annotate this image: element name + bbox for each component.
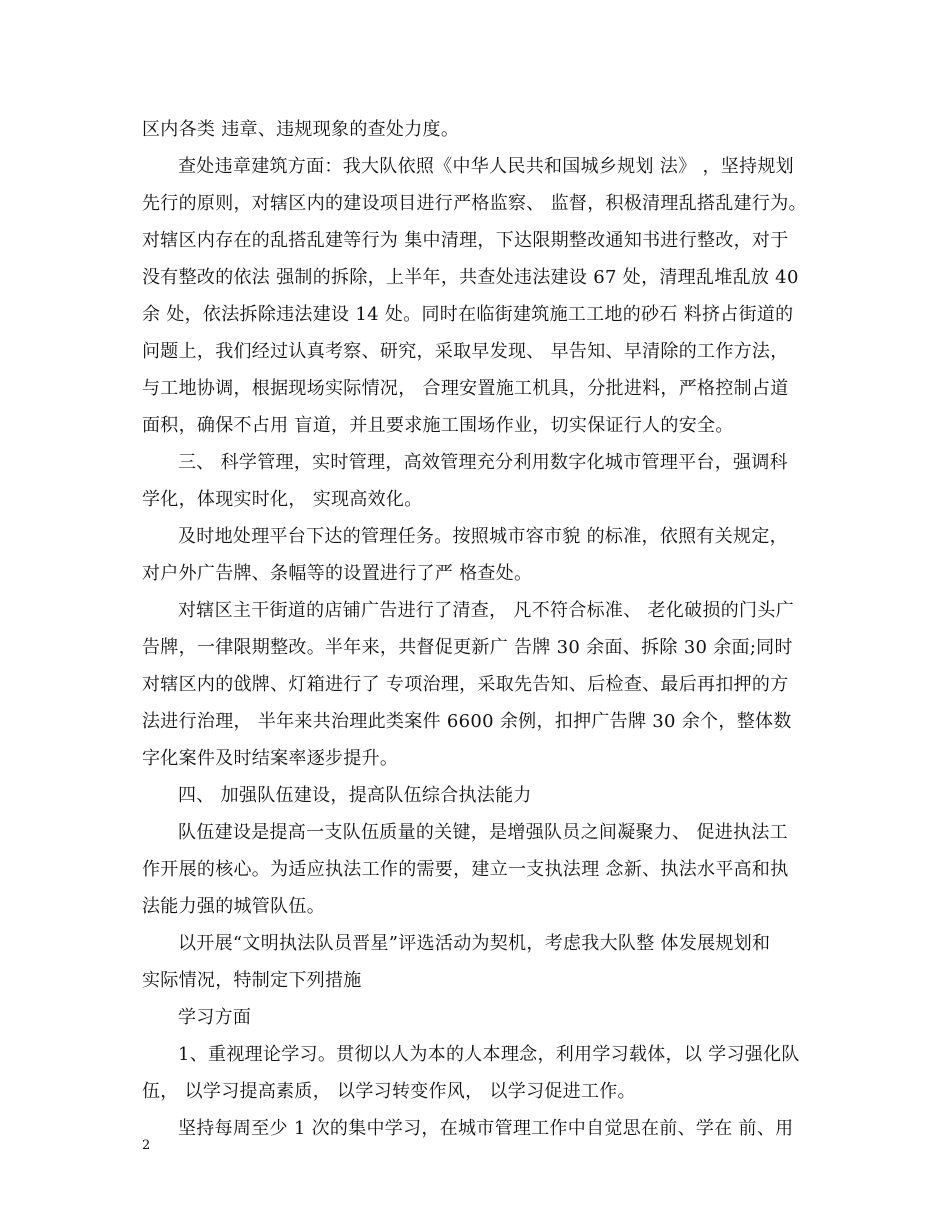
text-line: 1、重视理论学习。贯彻以人为本的人本理念，利用学习载体，以 学习强化队	[178, 1044, 800, 1065]
text-line: 实际情况，特制定下列措施	[142, 970, 362, 991]
text-line: 问题上，我们经过认真考察、研究，采取早发现、 早告知、早清除的工作方法，	[142, 341, 789, 362]
subheading-line: 学习方面	[178, 1007, 252, 1028]
section-heading-line: 三、 科学管理，实时管理，高效管理充分利用数字化城市管理平台，强调科	[178, 452, 788, 473]
text-line: 与工地协调，根据现场实际情况， 合理安置施工机具，分批进料，严格控制占道	[142, 378, 789, 399]
text-line: 余 处，依法拆除违法建设 14 处。同时在临街建筑施工工地的砂石 料挤占街道的	[142, 304, 794, 325]
text-line: 及时地处理平台下达的管理任务。按照城市容市貌 的标准，依照有关规定，	[178, 526, 788, 547]
text-line: 作开展的核心。为适应执法工作的需要，建立一支执法理 念新、执法水平高和执	[142, 859, 789, 880]
text-line: 伍， 以学习提高素质， 以学习转变作风， 以学习促进工作。	[142, 1081, 636, 1102]
text-line: 以开展“文明执法队员晋星”评选活动为契机，考虑我大队整 体发展规划和	[178, 933, 771, 954]
text-line: 查处违章建筑方面：我大队依照《中华人民共和国城乡规划 法》 ，坚持规划	[178, 156, 794, 177]
text-line: 字化案件及时结案率逐步提升。	[142, 748, 399, 769]
text-line: 面积，确保不占用 盲道，并且要求施工围场作业，切实保证行人的安全。	[142, 415, 734, 436]
text-line: 坚持每周至少 1 次的集中学习，在城市管理工作中自觉思在前、学在 前、用	[178, 1118, 794, 1139]
text-line: 法能力强的城管队伍。	[142, 896, 325, 917]
text-line: 队伍建设是提高一支队伍质量的关键，是增强队员之间凝聚力、 促进执法工	[178, 822, 788, 843]
text-line: 没有整改的依法 强制的拆除，上半年，共查处违法建设 67 处，清理乱堆乱放 40	[142, 267, 799, 288]
text-line: 法进行治理， 半年来共治理此类案件 6600 余例，扣押广告牌 30 余个，整体数	[142, 711, 792, 732]
text-line: 区内各类 违章、违规现象的查处力度。	[142, 119, 460, 140]
text-line: 对户外广告牌、条幅等的设置进行了严 格查处。	[142, 563, 533, 584]
text-line: 对辖区主干街道的店铺广告进行了清查， 凡不符合标准、 老化破损的门头广	[178, 600, 794, 621]
text-line: 告牌，一律限期整改。半年来，共督促更新广 告牌 30 余面、拆除 30 余面;同时	[142, 637, 793, 658]
text-line: 先行的原则，对辖区内的建设项目进行严格监察、 监督，积极清理乱搭乱建行为。	[142, 193, 807, 214]
text-line: 对辖区内的戗牌、灯箱进行了 专项治理，采取先告知、后检查、最后再扣押的方	[142, 674, 789, 695]
text-line: 学化，体现实时化， 实现高效化。	[142, 489, 423, 510]
text-line: 对辖区内存在的乱搭乱建等行为 集中清理，下达限期整改通知书进行整改，对于	[142, 230, 789, 251]
page-number: 2	[142, 1138, 151, 1153]
section-heading-line: 四、 加强队伍建设，提高队伍综合执法能力	[178, 785, 532, 806]
